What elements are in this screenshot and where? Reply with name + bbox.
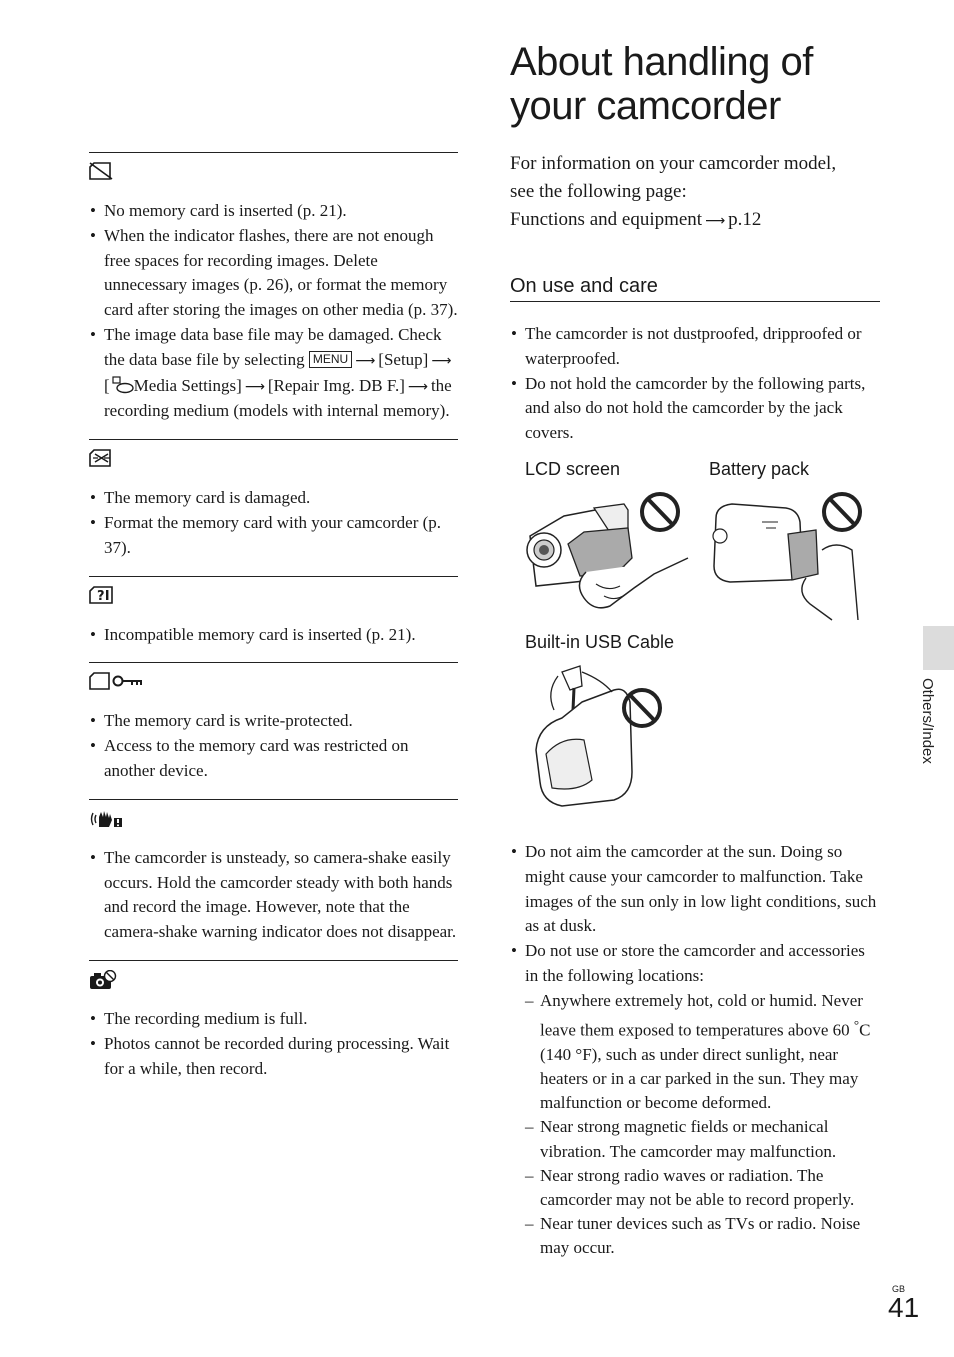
intro-line-3: Functions and equipment	[510, 209, 703, 230]
title-line-2: your camcorder	[510, 84, 781, 128]
side-tab-marker	[923, 626, 954, 670]
db-text-5: [Repair Img. DB F.]	[267, 375, 405, 395]
list-item: • The recording medium is full.	[89, 1007, 458, 1032]
dash-item: – Near tuner devices such as TVs or radio. Noise may occur.	[525, 1212, 882, 1260]
left-column	[89, 152, 458, 1096]
write-protected-card-icon	[89, 672, 458, 698]
language-code: GB	[892, 1284, 906, 1294]
damaged-card-icon	[89, 449, 458, 475]
arrow-right-icon: ⟶	[407, 378, 428, 395]
page-number: 41	[888, 1292, 920, 1323]
battery-grip-illustration	[706, 488, 876, 622]
intro-line-2: see the following page:	[510, 181, 687, 202]
intro-line-1: For information on your camcorder model,	[510, 153, 837, 174]
dash-list	[525, 989, 882, 1261]
dash-hot-text-a: Anywhere extremely hot, cold or humid. Never leave them exposed to temperatures above 60	[540, 990, 863, 1040]
medium-full-icon	[89, 970, 458, 996]
dash-item: – Near strong radio waves or radiation. The camcorder may not be able to record properly.	[525, 1164, 882, 1212]
degree-mark: °	[853, 1016, 860, 1032]
title-line-1: About handling of	[510, 40, 813, 84]
db-text-1: The image data base file may be damaged. Check the data base file by selecting	[104, 324, 442, 369]
section-damaged-card	[89, 439, 458, 560]
list-item: • The camcorder is not dustproofed, dripproofed or waterproofed.	[510, 322, 880, 372]
lcd-grip-illustration	[524, 488, 694, 616]
side-tab-label: Others/Index	[919, 678, 936, 764]
camera-shake-icon	[89, 809, 458, 835]
section-medium-full	[89, 960, 458, 1081]
incompatible-card-list	[89, 623, 458, 648]
list-item: • Format the memory card with your camcorder (p. 37).	[89, 511, 458, 561]
figure-label-lcd: LCD screen	[525, 459, 621, 479]
page-title	[510, 40, 880, 128]
list-item	[510, 939, 882, 1260]
list-item: • Access to the memory card was restricted on another device.	[89, 734, 458, 784]
svg-text:?: ?	[97, 588, 105, 604]
write-protected-list	[89, 709, 458, 783]
medium-full-list	[89, 1007, 458, 1081]
arrow-right-icon: ⟶	[355, 352, 376, 369]
list-item: • Do not aim the camcorder at the sun. Doing so might cause your camcorder to malfunction. Take images of the sun only in low light conditions, such as at dusk.	[510, 840, 882, 939]
media-settings-icon	[110, 376, 134, 395]
list-item: • The camcorder is unsteady, so camera-shake easily occurs. Hold the camcorder steady with both hands and record the image. However, note that the camera-shake warning indicator does not disappear.	[89, 846, 458, 945]
arrow-right-icon: ⟶	[705, 213, 726, 229]
db-text-3: [	[104, 375, 110, 395]
arrow-right-icon: ⟶	[244, 378, 265, 395]
locations-list	[510, 840, 882, 1261]
usb-cable-illustration	[522, 662, 672, 812]
list-item: • The memory card is write-protected.	[89, 709, 458, 734]
list-item: • When the indicator flashes, there are not enough free spaces for recording images. Delete unnecessary images (p. 26), or format the memory card after storing the images on other media (p. 37).	[89, 224, 458, 323]
list-item: • Photos cannot be recorded during processing. Wait for a while, then record.	[89, 1032, 458, 1082]
figure-label-battery: Battery pack	[709, 459, 810, 479]
list-item: • No memory card is inserted (p. 21).	[89, 199, 458, 224]
page-reference-link[interactable]: p.12	[728, 209, 762, 230]
intro-text	[510, 150, 880, 235]
care-list	[510, 322, 880, 446]
figure-label-usb: Built-in USB Cable	[525, 632, 675, 652]
camera-shake-list	[89, 846, 458, 945]
section-write-protected	[89, 662, 458, 783]
dash-item	[525, 989, 882, 1116]
no-card-icon	[89, 162, 458, 188]
no-card-list	[89, 199, 458, 424]
damaged-card-list	[89, 486, 458, 560]
section-incompatible-card	[89, 576, 458, 648]
arrow-right-icon: ⟶	[431, 352, 452, 369]
db-text-6: the recording medium (models with internal memory).	[104, 375, 452, 421]
dash-item: – Near strong magnetic fields or mechanical vibration. The camcorder may malfunction.	[525, 1115, 882, 1163]
list-item: • The memory card is damaged.	[89, 486, 458, 511]
list-item: • Incompatible memory card is inserted (p. 21).	[89, 623, 458, 648]
db-text-2: [Setup]	[378, 349, 429, 369]
menu-button-glyph: MENU	[309, 351, 352, 368]
store-text: Do not use or store the camcorder and accessories in the following locations:	[525, 941, 865, 985]
incompatible-card-icon	[89, 586, 458, 612]
list-item	[89, 323, 458, 424]
dash-hot-text-b: C (140 °F), such as under direct sunlight, near heaters or in a car parked in the sun. They may malfunction or become deformed.	[540, 1020, 871, 1113]
list-item: • Do not hold the camcorder by the following parts, and also do not hold the camcorder by the jack covers.	[510, 372, 880, 446]
section-camera-shake	[89, 799, 458, 945]
section-no-card	[89, 152, 458, 424]
db-text-4: Media Settings]	[133, 375, 242, 395]
section-heading: On use and care	[510, 275, 880, 302]
